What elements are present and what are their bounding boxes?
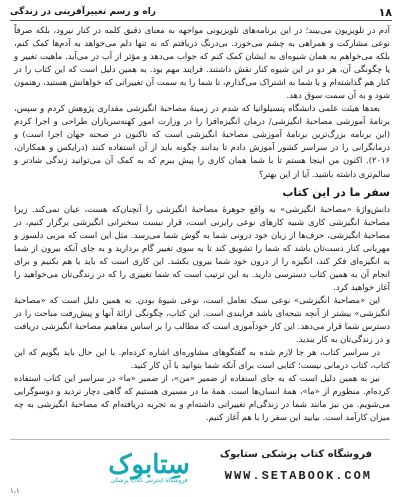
shop-name: فروشگاه کتاب پزشکی ستابوک xyxy=(219,449,372,460)
running-title: راه و رسم تغییرآفرینی در زندگی xyxy=(10,7,156,17)
paragraph: آدم در تلویزیون می‌بیند؛ در این برنامه‌های تلویزیونی مواجهه به معنای دقیق کلمه در کنار نیرود، بلکه صرفاً نوعی مشارکت و همراهی به چشم می‌خورد. بی‌درنگ دریافتم که نه تنها دلم می‌خواهد به آدم‌ها کمک کنم، بلکه می‌خواهم به همان شیوه‌ای به ایشان کمک کنم که جواب می‌دهد و مؤثر از آب در می‌آید. ماهیت تغییر و یا چگونگی آن، هر دو در این شیوه کنار نقش داشتند. فرایند مهم بود. به همین دلیل است که این کتاب را در کنار هم گذاشته‌ام و با شما به اشتراک می‌گذارم، تا شما را به سمت آن تغییراتی که خواهانش هستید، رهنمون شود و به آن سمت سوق دهد. xyxy=(14,25,390,101)
page-body xyxy=(14,24,390,424)
page-number: ۱۸ xyxy=(378,5,392,19)
paragraph: در سراسر کتاب، هر جا لازم شده به گفتگوهای مشاوره‌ای اشاره کرده‌ام. با این حال باید بگویم که این کتاب، کتاب درمانی نیست؛ کتابی است برای آنکه شما بتوانید با آن کار کنید. xyxy=(14,347,390,371)
footer-page-code: ۱،۱ xyxy=(10,487,20,495)
paragraph: دانش‌واژهٔ «مصاحبهٔ انگیزشی» به واقع جوهرهٔ مصاحبهٔ انگیزشی را آنچنان‌که هست، عیان نمی‌کند. زیرا مصاحبهٔ انگیزشی کاری شبیه کارهای نوعی رایزنی است، قرار نیست سخنرانی انگیزشی برگزار کنیم، در مصاحبهٔ انگیزشی، حرف‌ها از زبان خود درونی شما به گوش شما می‌رسد. مثل این است که مربی دلسوز و مهربانی کنار دست‌تان باشد که شما را تشویق کند تا به سوی تغییر گام بردارید و به جای آنکه بیرون از شما به انگیزه‌ای فکر کند، انگیزه را از درون خود شما بیرون بکشد. این کاری است که باید با هم بکنیم و برای انجام آن به همین کتاب دسترسی دارید. به این ترتیب است که شما تغییری را که در زندگی‌تان می‌خواهید را آغاز خواهید کرد. xyxy=(14,203,390,292)
page-header xyxy=(10,4,392,21)
footer-divider xyxy=(10,439,390,440)
site-url: WWW.SETABOOK.COM xyxy=(224,469,372,483)
paragraph: بعدها هیئت علمی دانشگاه پنسیلوانیا که شدم در زمینهٔ مصاحبهٔ انگیزشی مقداری پژوهش کردم و سپس، برنامهٔ آموزشی مصاحبهٔ انگیزشی/ درمان انگیزه‌افزا را در وزارت امور کهنه‌سربازان طراحی و اجرا کردم (این برنامه بزرگ‌ترین برنامهٔ آموزشی مصاحبهٔ انگیزشی است که تاکنون در صحنه جهان اجرا است) و درمانگرانی را در سراسر کشور آموزش دادم تا بدانند چگونه باید از آن استفاده کنند (درایکس و همکاران، ۲۰۱۶). اکنون من اینجا هستم تا با شما همان کاری را پیش ببرم که به کمک آن می‌توانید زندگی شادتر و سالم‌تری داشته باشید. آیا از این بهتر؟ xyxy=(14,103,390,179)
setabook-logo xyxy=(84,443,214,489)
watermark-footer xyxy=(0,435,400,497)
logo-text: سِتابوک xyxy=(108,449,190,479)
section-heading: سفر ما در این کتاب xyxy=(282,185,390,199)
paragraph: این «مصاحبهٔ انگیزشی» نوعی سبک تعامل است، نوعی شیوهٔ بودن. به همین دلیل است که «مصاحبهٔ انگیزشی» بیشتر از آنچه نتیجه‌ای باشد فرایندی است. این کتاب، چگونگی ارائهٔ آنها و پیش‌رفت مباحث را در دسترس شما قرار می‌دهد. این کار خودآموزی است که مطالب را بر اساس مفاهیم مصاحبهٔ انگیزشی دریافت و در زندگی‌تان به کار بندید. xyxy=(14,294,390,345)
paragraph: نیز به همین دلیل است که به جای استفاده از ضمیر «من»، از ضمیر «ما» در سراسر این کتاب استفاده کرده‌ام. منظورم از «ما»، همهٔ انسان‌ها است. همهٔ ما در مسیری هستیم که گاهی دچار تردید و دوسوگرایی می‌شویم. من نیز مانند شما در زندگی‌ام تغییراتی داشته‌ام و به تجربه دریافته‌ام که مصاحبهٔ انگیزشی به چه میزان کارآمد است. بیایید این سفر را با هم آغاز کنیم. xyxy=(14,373,390,423)
logo-subtitle: فروشگاه اینترنتی کتاب پزشکی xyxy=(110,477,188,484)
